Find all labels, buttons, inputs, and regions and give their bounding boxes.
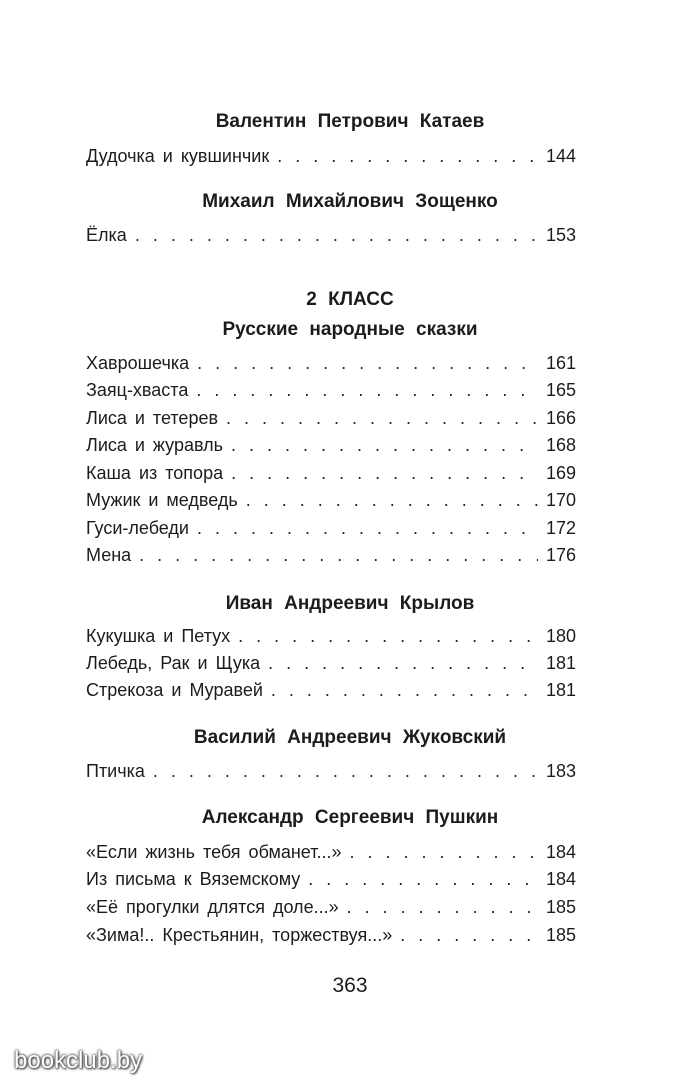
entry-title: «Если жизнь тебя обманет...» <box>86 842 342 862</box>
dot-leader <box>246 487 538 513</box>
entry-page: 181 <box>545 653 576 673</box>
dot-leader <box>347 894 538 920</box>
toc-entry <box>86 650 576 676</box>
toc-entry <box>86 542 576 568</box>
dot-leader <box>197 515 538 541</box>
author-heading-zoshchenko: Михаил Михайлович Зощенко <box>202 191 498 212</box>
page-number: 363 <box>332 974 368 997</box>
watermark: bookclub.by <box>14 1047 143 1074</box>
toc-entry <box>86 515 576 541</box>
entry-title: Гуси-лебеди <box>86 518 189 538</box>
toc-entry <box>86 623 576 649</box>
entry-page: 181 <box>545 680 576 700</box>
entry-page: 176 <box>545 545 576 565</box>
toc-entry <box>86 894 576 920</box>
entry-title: Заяц-хваста <box>86 380 189 400</box>
dot-leader <box>271 677 538 703</box>
grade-heading: 2 КЛАСС <box>306 289 394 310</box>
entry-title: Дудочка и кувшинчик <box>86 146 270 166</box>
entry-page: 185 <box>545 897 576 917</box>
entry-title: Лебедь, Рак и Щука <box>86 653 261 673</box>
dot-leader <box>226 405 538 431</box>
entry-title: «Зима!.. Крестьянин, торжествуя...» <box>86 925 393 945</box>
entry-page: 184 <box>545 842 576 862</box>
toc-entry <box>86 922 576 948</box>
dot-leader <box>349 839 537 865</box>
toc-entry <box>86 677 576 703</box>
dot-leader <box>277 143 538 169</box>
entry-title: Птичка <box>86 761 145 781</box>
toc-entry <box>86 377 576 403</box>
dot-leader <box>400 922 538 948</box>
entry-page: 170 <box>545 490 576 510</box>
entry-title: Хаврошечка <box>86 353 190 373</box>
entry-page: 184 <box>545 869 576 889</box>
entry-title: «Её прогулки длятся доле...» <box>86 897 339 917</box>
author-heading-pushkin: Александр Сергеевич Пушкин <box>201 807 499 828</box>
entry-title: Ёлка <box>86 225 127 245</box>
entry-page: 153 <box>545 225 576 245</box>
entry-title: Лиса и тетерев <box>86 408 219 428</box>
dot-leader <box>231 460 538 486</box>
toc-entry <box>86 487 576 513</box>
entry-page: 180 <box>545 626 576 646</box>
dot-leader <box>196 377 538 403</box>
toc-entry <box>86 839 576 865</box>
entry-page: 166 <box>545 408 576 428</box>
dot-leader <box>197 350 538 376</box>
dot-leader <box>153 758 538 784</box>
dot-leader <box>139 542 538 568</box>
author-heading-zhukovsky: Василий Андреевич Жуковский <box>193 727 507 748</box>
toc-entry <box>86 222 576 248</box>
entry-page: 168 <box>545 435 576 455</box>
dot-leader <box>238 623 538 649</box>
entry-page: 144 <box>545 146 576 166</box>
toc-entry <box>86 350 576 376</box>
entry-title: Из письма к Вяземскому <box>86 869 301 889</box>
entry-page: 183 <box>545 761 576 781</box>
entry-title: Кукушка и Петух <box>86 626 231 646</box>
section-heading-folk-tales: Русские народные сказки <box>222 319 478 340</box>
entry-title: Лиса и журавль <box>86 435 224 455</box>
toc-entry <box>86 866 576 892</box>
entry-page: 172 <box>545 518 576 538</box>
dot-leader <box>135 222 538 248</box>
entry-page: 161 <box>545 353 576 373</box>
entry-page: 169 <box>545 463 576 483</box>
toc-entry <box>86 460 576 486</box>
toc-entry <box>86 405 576 431</box>
entry-title: Мужик и медведь <box>86 490 238 510</box>
entry-title: Стрекоза и Муравей <box>86 680 263 700</box>
toc-entry <box>86 432 576 458</box>
dot-leader <box>268 650 538 676</box>
entry-page: 185 <box>545 925 576 945</box>
dot-leader <box>231 432 538 458</box>
entry-title: Каша из топора <box>86 463 224 483</box>
entry-title: Мена <box>86 545 132 565</box>
author-heading-krylov: Иван Андреевич Крылов <box>225 593 475 614</box>
toc-entry <box>86 758 576 784</box>
entry-page: 165 <box>545 380 576 400</box>
author-heading-kataev: Валентин Петрович Катаев <box>215 111 485 132</box>
toc-entry <box>86 143 576 169</box>
dot-leader <box>308 866 538 892</box>
